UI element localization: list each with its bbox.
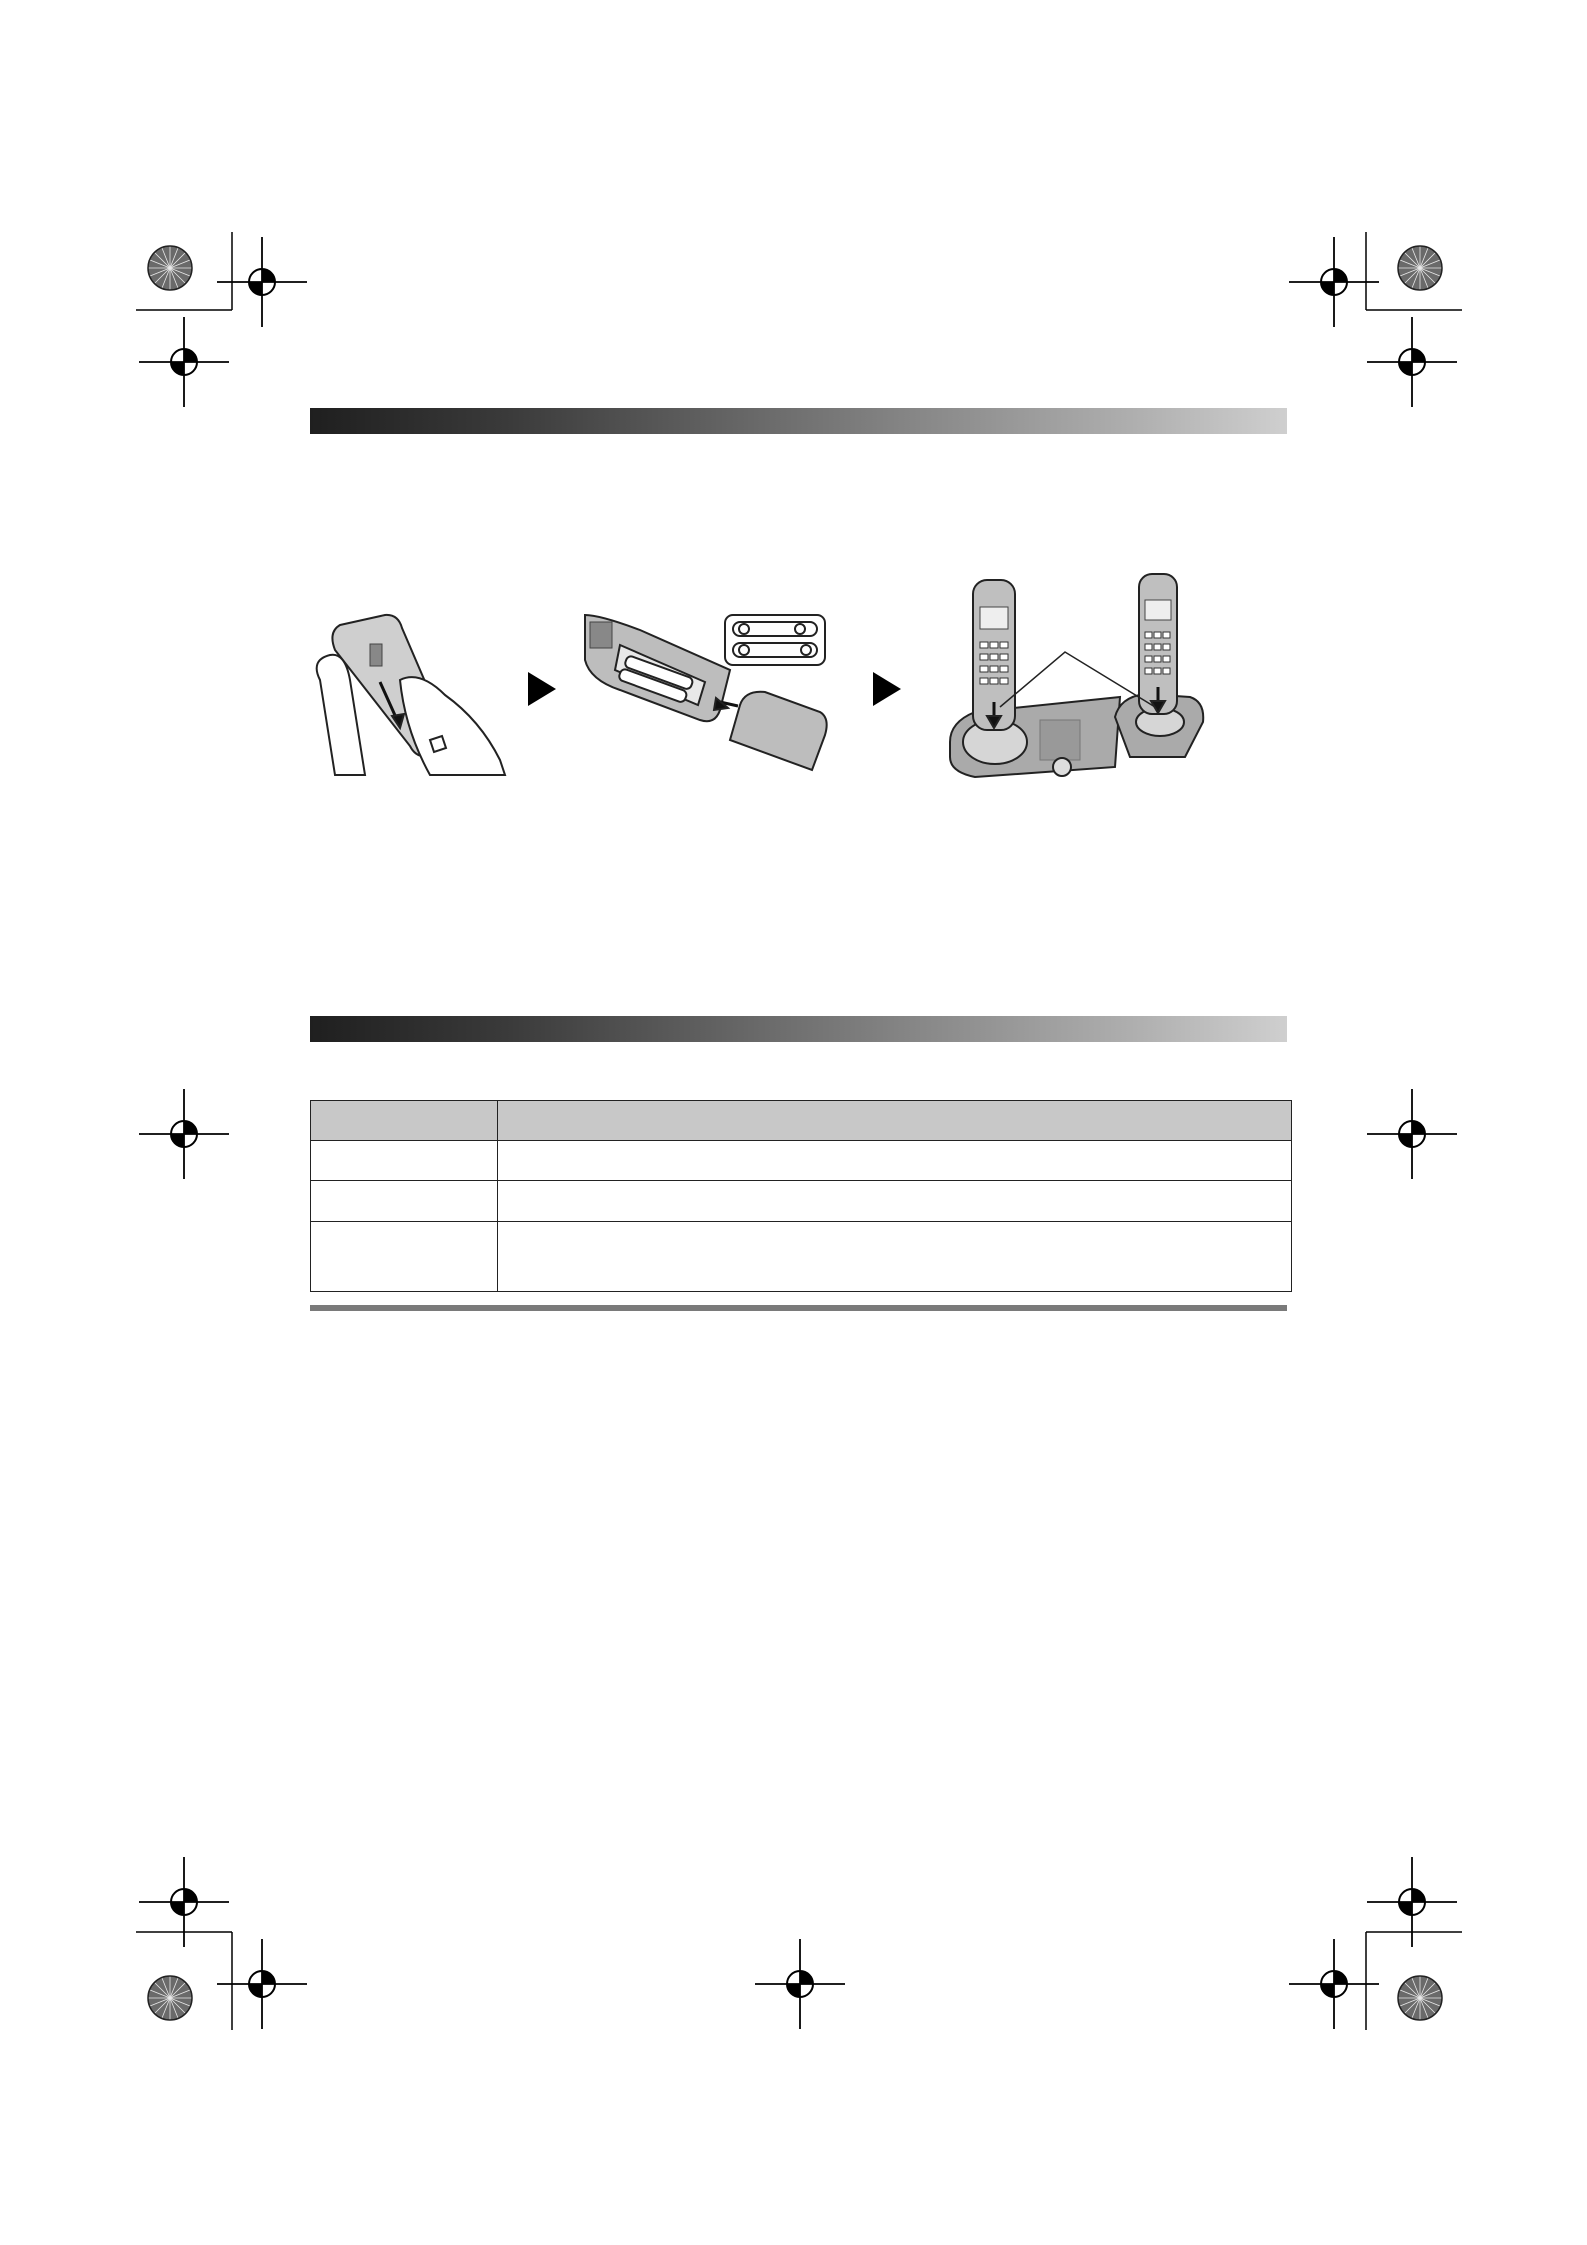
handsets-on-chargers-icon [950,574,1203,777]
figure-remove-battery-cover [310,610,510,780]
triangle-right-icon [528,672,556,706]
table-cell [498,1141,1292,1181]
step-arrow-2 [873,672,901,706]
table-row [311,1141,1292,1181]
battery-compartment-icon [585,615,827,770]
section-end-rule [310,1305,1287,1311]
table-cell [311,1181,498,1221]
table-cell [311,1221,498,1291]
hand-holding-handset-icon [317,615,505,775]
table-header-row [311,1101,1292,1141]
triangle-right-icon [873,672,901,706]
section-header-bar-1 [310,408,1287,434]
spec-table [310,1100,1292,1292]
table-row [311,1221,1292,1291]
figure-charge-handsets [945,572,1215,820]
color-wheel-icon [148,246,192,290]
table-header-cell [498,1101,1292,1141]
section-header-bar-2 [310,1016,1287,1042]
table-cell [311,1141,498,1181]
table-cell [498,1221,1292,1291]
table-header-cell [311,1101,498,1141]
table-cell [498,1181,1292,1221]
step-arrow-1 [528,672,556,706]
table-row [311,1181,1292,1221]
figure-insert-batteries [580,600,840,775]
